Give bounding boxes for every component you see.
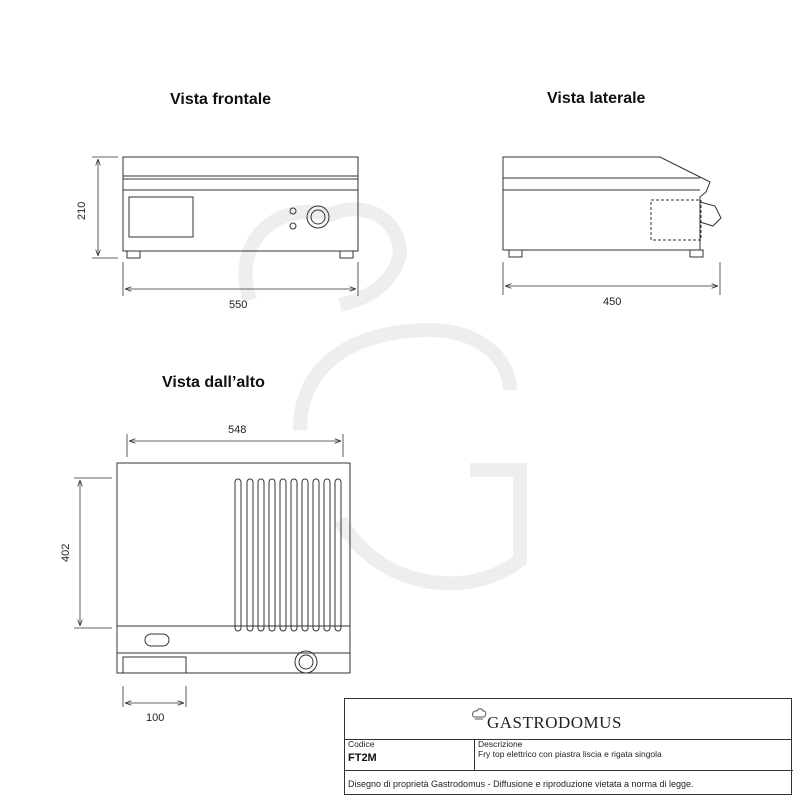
front-foot-right — [340, 251, 353, 258]
drawer-width-dimension: 100 — [146, 712, 165, 724]
title-block-brand-row — [345, 699, 791, 740]
top-width-dimension: 548 — [228, 424, 247, 436]
side-view — [503, 157, 721, 257]
top-knob-icon — [295, 651, 317, 673]
front-view-title: Vista frontale — [170, 91, 272, 108]
watermark-logo — [245, 209, 520, 583]
top-depth-dimension: 402 — [60, 543, 72, 562]
footer-copyright: Diffusione e riproduzione vietata a norma di legge. — [493, 779, 694, 789]
front-indicator-light-2 — [290, 223, 296, 229]
top-drawer — [123, 657, 186, 673]
side-knob-icon — [700, 202, 721, 226]
front-drawer — [129, 197, 193, 237]
top-dimension-lines — [74, 434, 343, 707]
title-block — [344, 698, 792, 795]
front-dimension-lines — [92, 157, 358, 296]
front-view — [123, 157, 358, 258]
top-view — [117, 463, 350, 673]
title-block-footer — [348, 779, 694, 789]
top-body — [117, 463, 350, 673]
side-body — [503, 157, 710, 250]
description-cell — [475, 739, 793, 771]
side-view-title: Vista laterale — [547, 90, 646, 107]
brand-name: GASTRODOMUS — [487, 713, 622, 732]
code-label: Codice — [348, 739, 375, 749]
side-depth-dimension: 450 — [603, 296, 622, 308]
chef-hat-logo-icon — [471, 707, 487, 721]
side-dimension-lines — [503, 262, 720, 295]
top-ribbed-plate — [235, 479, 341, 631]
footer-ownership: Disegno di proprietà Gastrodomus - — [348, 779, 491, 789]
top-handle — [145, 634, 169, 646]
code-cell — [345, 739, 475, 771]
front-foot-left — [127, 251, 140, 258]
top-view-title: Vista dall’alto — [162, 374, 265, 391]
description-label: Descrizione — [478, 739, 523, 749]
front-height-dimension: 210 — [76, 201, 88, 220]
product-code: FT2M — [348, 752, 377, 764]
front-width-dimension: 550 — [229, 299, 248, 311]
side-hidden-drawer — [651, 200, 701, 240]
side-foot-right — [690, 250, 703, 257]
side-foot-left — [509, 250, 522, 257]
product-description: Fry top elettrico con piastra liscia e rigata singola — [478, 749, 662, 759]
